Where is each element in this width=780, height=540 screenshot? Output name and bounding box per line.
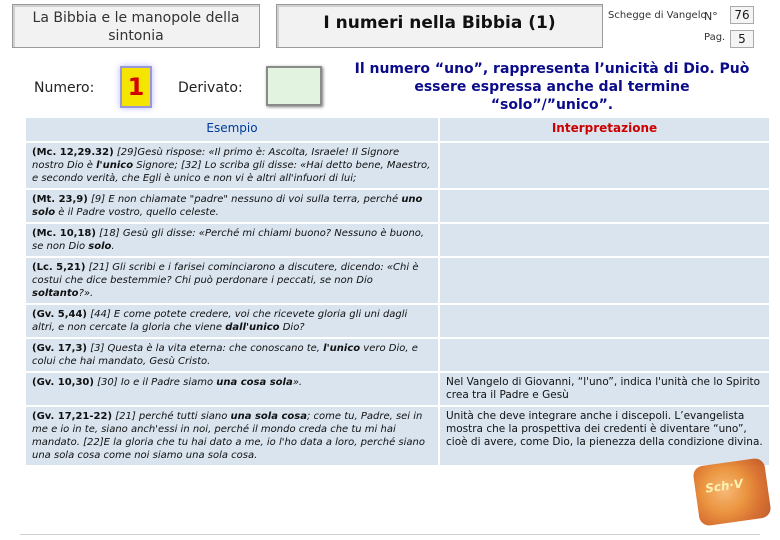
- verse-text-post: .: [111, 241, 115, 252]
- verse-key-word: l'unico: [323, 343, 361, 354]
- number-label: N°: [704, 10, 718, 23]
- verse-text: [32, 194, 422, 218]
- example-cell: [26, 304, 439, 338]
- content-table: [26, 118, 769, 467]
- verse-reference: (Gv. 17,3): [32, 343, 88, 354]
- verse-reference: (Gv. 17,21-22): [32, 411, 113, 422]
- verse-text-post: ?».: [78, 288, 94, 299]
- header-interpretation: Interpretazione: [439, 118, 769, 142]
- table-row: [26, 223, 769, 257]
- verse-text-pre: [21] Gli scribi e i farisei cominciarono a discutere, dicendo: «Chi è costui che dice bestemmie? Chi può perdonare i peccati, se non Dio: [32, 262, 419, 286]
- interpretation-cell: Nel Vangelo di Giovanni, “l'uno”, indica l'unità che lo Spirito crea tra il Padre e Gesù: [439, 372, 769, 406]
- page-label: Pag.: [704, 32, 726, 43]
- verse-key-word: dall'unico: [225, 322, 280, 333]
- verse-reference: (Mt. 23,9): [32, 194, 88, 205]
- interpretation-cell: [439, 338, 769, 372]
- verse-text-post: ».: [292, 377, 303, 388]
- verse-key-word: una cosa sola: [216, 377, 293, 388]
- table-body: [26, 142, 769, 466]
- verse-text-pre: [3] Questa è la vita eterna: che conoscano te,: [87, 343, 324, 354]
- table-row: [26, 338, 769, 372]
- header-left-title: La Bibbia e le manopole della sintonia: [32, 10, 240, 44]
- interpretation-cell: Unità che deve integrare anche i discepoli. L’evangelista mostra che la prospettiva dei credenti è diventare “uno”, cioè di avere, come Dio, la pienezza della condizione divina.: [439, 406, 769, 466]
- verse-key-word: una sola cosa: [230, 411, 307, 422]
- table-row: [26, 372, 769, 406]
- verse-text-post: Dio?: [279, 322, 305, 333]
- table-row: [26, 257, 769, 304]
- verse-text: [32, 262, 418, 299]
- verse-text: [32, 309, 407, 333]
- verse-reference: (Mc. 10,18): [32, 228, 96, 239]
- series-label: Schegge di Vangelo: [608, 10, 707, 21]
- header-left-box: [12, 4, 260, 48]
- interpretation-cell: [439, 223, 769, 257]
- numero-label: Numero:: [34, 80, 95, 96]
- verse-text-pre: [18] Gesù gli disse: «Perché mi chiami buono? Nessuno è buono, se non Dio: [32, 228, 425, 252]
- verse-text: [94, 377, 302, 388]
- verse-text-post: è il Padre vostro, quello celeste.: [55, 207, 219, 218]
- interpretation-cell: [439, 189, 769, 223]
- verse-text-pre: [21] perché tutti siano: [112, 411, 231, 422]
- verse-text: [32, 343, 418, 367]
- example-cell: [26, 372, 439, 406]
- verse-text-post: vero Dio, e colui che hai mandato, Gesù Cristo.: [32, 343, 418, 367]
- verse-key-word: soltanto: [32, 288, 79, 299]
- example-cell: [26, 142, 439, 189]
- verse-reference: (Lc. 5,21): [32, 262, 86, 273]
- verse-text-pre: [30] Io e il Padre siamo: [93, 377, 217, 388]
- verse-text-pre: [44] E come potete credere, voi che ricevete gloria gli uni dagli altri, e non cercate la gloria che viene: [32, 309, 408, 333]
- table-row: [26, 189, 769, 223]
- verse-text-post: Signore; [32] Lo scriba gli disse: «Hai detto bene, Maestro, e secondo verità, che Egli è unico e non vi è altri all'infuori di lui;: [32, 160, 431, 184]
- example-cell: [26, 338, 439, 372]
- header-example: Esempio: [26, 118, 439, 142]
- numero-value-box: 1: [120, 66, 152, 108]
- example-cell: [26, 223, 439, 257]
- interpretation-cell: [439, 257, 769, 304]
- verse-key-word: uno solo: [32, 194, 423, 218]
- verse-text-pre: [29]Gesù rispose: «Il primo è: Ascolta, Israele! Il Signore nostro Dio è: [32, 147, 400, 171]
- interpretation-cell: [439, 304, 769, 338]
- verse-reference: (Gv. 10,30): [32, 377, 94, 388]
- verse-key-word: l'unico: [96, 160, 134, 171]
- derivato-box: [266, 66, 322, 106]
- seal-logo: [692, 457, 772, 526]
- table-header-row: [26, 118, 769, 142]
- verse-reference: (Gv. 5,44): [32, 309, 88, 320]
- definition-text: Il numero “uno”, rappresenta l’unicità di Dio. Può essere espressa anche dal termine “solo”/”unico”.: [354, 61, 750, 113]
- slide-number: 76: [730, 6, 754, 24]
- table-row: [26, 142, 769, 189]
- verse-text-pre: [9] E non chiamate "padre" nessuno di voi sulla terra, perché: [87, 194, 402, 205]
- example-cell: [26, 257, 439, 304]
- interpretation-cell: [439, 142, 769, 189]
- example-cell: [26, 189, 439, 223]
- table-row: [26, 304, 769, 338]
- table-row: [26, 406, 769, 466]
- example-cell: [26, 406, 439, 466]
- verse-reference: (Mc. 12,29.32): [32, 147, 114, 158]
- page-title: I numeri nella Bibbia (1): [323, 13, 556, 33]
- seal-logo-text: Sch·V: [704, 476, 745, 496]
- verse-key-word: solo: [88, 241, 112, 252]
- derivato-label: Derivato:: [178, 80, 243, 96]
- page-number: 5: [730, 30, 754, 48]
- verse-text-post: ; come tu, Padre, sei in me e io in te, siano anch'essi in noi, perché il mondo creda che tu mi hai mandato. [22]E la gloria che tu hai dato a me, io l'ho data a loro, perché siano una sola cosa come noi siamo una sola cosa.: [32, 411, 425, 461]
- header-center-box: [276, 4, 603, 48]
- footer-divider: [20, 534, 760, 535]
